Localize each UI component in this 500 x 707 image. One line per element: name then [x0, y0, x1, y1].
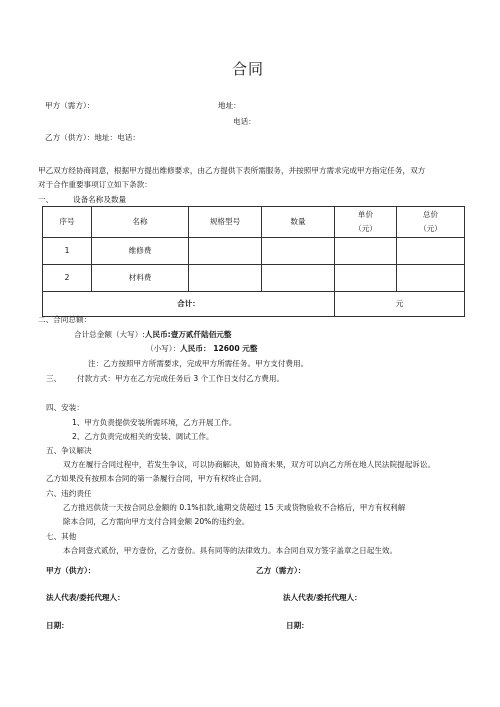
row-seq: 2 — [43, 265, 92, 292]
amount-upper-label: 合计总金额（大写）: — [74, 330, 145, 339]
table-total-row — [43, 292, 465, 317]
header-unit-price-label: 单价 — [357, 210, 374, 219]
header-name: 名称 — [92, 207, 189, 238]
row-unit-price — [335, 265, 397, 292]
header-spec: 规格型号 — [189, 207, 262, 238]
row-qty — [262, 238, 335, 265]
total-unit: 元 — [335, 292, 465, 317]
table-row — [43, 238, 465, 265]
party-b-line: 乙方（供方）：地址：电话： — [45, 133, 140, 142]
table-header-row — [43, 207, 465, 238]
row-qty — [262, 265, 335, 292]
amount-lower-value: 人民币： 12600 元整 — [180, 344, 258, 353]
header-total-price-label: 总价 — [422, 210, 439, 219]
section-6-line-1: 乙方推迟供货一天按合同总金额的 0.1%扣款,逾期交货超过 15 天或货物验收不合格后，甲方有权利解 — [63, 503, 406, 512]
header-qty: 数量 — [262, 207, 335, 238]
section-6-line-2: 除本合同，乙方需向甲方支付合同金额 20%的违约金。 — [63, 517, 250, 526]
row-total-price — [397, 265, 465, 292]
header-total-price — [397, 207, 465, 238]
section-4-item-2: 2、乙方负责完成相关的安装、调试工作。 — [72, 432, 214, 441]
section-7-heading: 七、其他 — [46, 532, 77, 541]
signature-party-b: 乙方（需方）： — [256, 566, 306, 575]
header-seq: 序号 — [43, 207, 92, 238]
section-5-heading: 五、争议解决 — [46, 446, 92, 455]
phone-label: 电话： — [233, 117, 256, 126]
signature-party-a: 甲方（供方）： — [46, 566, 96, 575]
section-5-line-1: 双方在履行合同过程中，若发生争议，可以协商解决，如协商未果，双方可以向乙方所在地人民法院提起诉讼。 — [63, 460, 436, 469]
amount-lower-label: （小写）： — [146, 344, 181, 353]
header-unit-price — [335, 207, 397, 238]
signature-rep-a: 法人代表/委托代理人： — [46, 593, 125, 602]
section-5-line-2: 乙方如果没有按照本合同的第一条履行合同，甲方有权终止合同。 — [46, 474, 267, 483]
amount-upper-value: 人民币:壹万贰仟陆佰元整 — [144, 330, 232, 339]
section-3-number: 三、 — [46, 374, 62, 383]
equipment-table — [42, 206, 465, 317]
row-unit-price — [335, 238, 397, 265]
section-4-heading: 四、安装： — [46, 403, 84, 412]
signature-date-a: 日期： — [46, 621, 69, 630]
row-total-price — [397, 238, 465, 265]
row-spec — [189, 238, 262, 265]
section-6-heading: 六、违约责任 — [46, 489, 92, 498]
row-name: 维修费 — [92, 238, 189, 265]
row-spec — [189, 265, 262, 292]
intro-line-1: 甲乙双方经协商同意，根据甲方提出维修要求，由乙方提供下表所需服务，并按照甲方需求完成甲方指定任务，双方 — [38, 166, 426, 175]
amount-note: 注：乙方按照甲方所需要求，完成甲方所需任务。甲方支付费用。 — [88, 359, 309, 368]
document-title: 合同 — [232, 60, 265, 78]
section-4-item-1: 1、甲方负责提供安装所需环境，乙方开展工作。 — [72, 418, 237, 427]
section-1-heading: 设备名称及数量 — [73, 195, 127, 204]
section-3-text: 付款方式：甲方在乙方完成任务后 3 个工作日支付乙方费用。 — [77, 374, 285, 383]
amount-upper-line — [74, 330, 231, 340]
section-7-line-1: 本合同壹式贰份，甲方壹份，乙方壹份。具有同等的法律效力。本合同自双方签字盖章之日起生效。 — [63, 546, 398, 555]
header-total-price-unit: （元） — [419, 224, 442, 233]
section-2-heading: 二、合同总额： — [38, 315, 92, 324]
row-seq: 1 — [43, 238, 92, 265]
header-unit-price-unit: （元） — [354, 224, 377, 233]
signature-date-b: 日期： — [286, 621, 309, 630]
party-a-line: 甲方（需方）： — [45, 101, 95, 110]
intro-line-2: 对于合作重要事项订立如下条款： — [38, 180, 152, 189]
amount-lower-line — [146, 344, 257, 354]
table-row — [43, 265, 465, 292]
section-1-number: 一、 — [38, 195, 54, 204]
signature-rep-b: 法人代表/委托代理人： — [283, 593, 362, 602]
row-name: 材料费 — [92, 265, 189, 292]
total-label: 合计： — [43, 292, 335, 317]
address-label: 地址： — [218, 101, 241, 110]
